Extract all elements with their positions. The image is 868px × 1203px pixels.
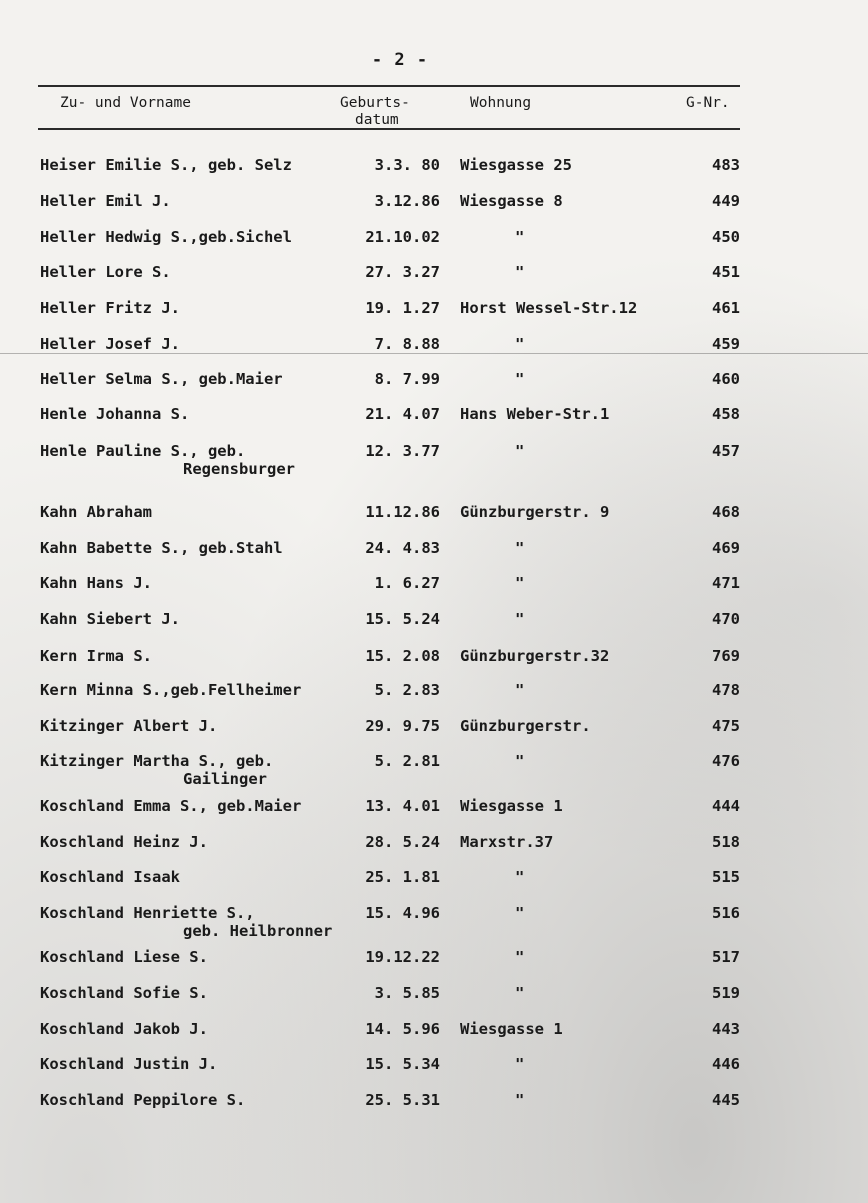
address: ": [515, 681, 525, 699]
birth-date: 14. 5.96: [365, 1020, 440, 1038]
person-name-line1: Kahn Hans J.: [40, 574, 152, 592]
address: ": [515, 574, 525, 592]
person-name: [40, 1091, 245, 1109]
g-number: 461: [712, 299, 740, 317]
birth-date: 8. 7.99: [374, 370, 440, 388]
address: Marxstr.37: [460, 833, 554, 851]
g-number: 769: [712, 647, 740, 665]
person-name: [40, 370, 283, 388]
person-name: [40, 539, 283, 557]
person-name-line1: Heller Selma S., geb.Maier: [40, 370, 283, 388]
birth-date: 3. 5.85: [374, 984, 440, 1002]
address: ": [515, 1055, 525, 1073]
g-number: 444: [712, 797, 740, 815]
person-name-line1: Koschland Isaak: [40, 868, 180, 886]
person-name-line1: Heller Josef J.: [40, 335, 180, 353]
header-rule: [38, 128, 740, 130]
person-name: [40, 868, 180, 886]
birth-date: 15. 5.34: [365, 1055, 440, 1073]
person-name: [40, 610, 180, 628]
birth-date: 5. 2.81: [374, 752, 440, 770]
address: Wiesgasse 25: [460, 156, 572, 174]
person-name: [40, 647, 152, 665]
address: ": [515, 370, 525, 388]
address: ": [515, 228, 525, 246]
g-number: 516: [712, 904, 740, 922]
birth-date: 7. 8.88: [374, 335, 440, 353]
g-number: 515: [712, 868, 740, 886]
person-name-line1: Henle Pauline S., geb.: [40, 442, 246, 460]
g-number: 451: [712, 263, 740, 281]
person-name-line2: Gailinger: [183, 770, 267, 788]
person-name: [40, 904, 332, 940]
address: ": [515, 868, 525, 886]
person-name-line1: Koschland Liese S.: [40, 948, 208, 966]
g-number: 517: [712, 948, 740, 966]
birth-date: 29. 9.75: [365, 717, 440, 735]
person-name-line1: Koschland Henriette S.,: [40, 904, 255, 922]
person-name: [40, 948, 208, 966]
address: ": [515, 442, 525, 460]
address: Günzburgerstr.32: [460, 647, 610, 665]
person-name: [40, 681, 301, 699]
g-number: 457: [712, 442, 740, 460]
person-name: [40, 752, 273, 788]
person-name: [40, 833, 208, 851]
address: ": [515, 904, 525, 922]
address: ": [515, 263, 525, 281]
person-name-line2: geb. Heilbronner: [183, 922, 333, 940]
top-rule: [38, 85, 740, 87]
g-number: 469: [712, 539, 740, 557]
birth-date: 27. 3.27: [365, 263, 440, 281]
g-number: 459: [712, 335, 740, 353]
birth-date: 15. 5.24: [365, 610, 440, 628]
birth-date: 5. 2.83: [374, 681, 440, 699]
birth-date: 3.12.86: [374, 192, 440, 210]
person-name-line2: Regensburger: [183, 460, 295, 478]
person-name-line1: Heller Hedwig S.,geb.Sichel: [40, 228, 292, 246]
birth-date: 25. 1.81: [365, 868, 440, 886]
person-name-line1: Kitzinger Albert J.: [40, 717, 218, 735]
person-name: [40, 1020, 208, 1038]
person-name-line1: Koschland Heinz J.: [40, 833, 208, 851]
birth-date: 19. 1.27: [365, 299, 440, 317]
g-number: 460: [712, 370, 740, 388]
person-name: [40, 797, 301, 815]
address: ": [515, 335, 525, 353]
address: ": [515, 948, 525, 966]
birth-date: 25. 5.31: [365, 1091, 440, 1109]
address: Wiesgasse 8: [460, 192, 563, 210]
person-name: [40, 717, 217, 735]
address: Hans Weber-Str.1: [460, 405, 610, 423]
header-birth-line1: Geburts-: [340, 95, 410, 111]
person-name-line1: Koschland Emma S., geb.Maier: [40, 797, 302, 815]
person-name-line1: Koschland Peppilore S.: [40, 1091, 246, 1109]
g-number: 449: [712, 192, 740, 210]
address: ": [515, 752, 525, 770]
g-number: 471: [712, 574, 740, 592]
person-name-line1: Heller Lore S.: [40, 263, 171, 281]
person-name: [40, 574, 152, 592]
person-name-line1: Koschland Justin J.: [40, 1055, 218, 1073]
person-name-line1: Koschland Jakob J.: [40, 1020, 208, 1038]
g-number: 518: [712, 833, 740, 851]
person-name: [40, 192, 171, 210]
g-number: 450: [712, 228, 740, 246]
person-name: [40, 156, 292, 174]
g-number: 478: [712, 681, 740, 699]
birth-date: 21.10.02: [365, 228, 440, 246]
person-name-line1: Heller Fritz J.: [40, 299, 180, 317]
birth-date: 1. 6.27: [374, 574, 440, 592]
person-name-line1: Kern Irma S.: [40, 647, 152, 665]
birth-date: 15. 4.96: [365, 904, 440, 922]
birth-date: 21. 4.07: [365, 405, 440, 423]
person-name: [40, 335, 180, 353]
person-name: [40, 299, 180, 317]
person-name: [40, 503, 152, 521]
address: ": [515, 539, 525, 557]
person-name-line1: Koschland Sofie S.: [40, 984, 208, 1002]
birth-date: 3.3. 80: [374, 156, 440, 174]
address: Wiesgasse 1: [460, 1020, 563, 1038]
person-name-line1: Kitzinger Martha S., geb.: [40, 752, 274, 770]
g-number: 468: [712, 503, 740, 521]
g-number: 476: [712, 752, 740, 770]
header-gnr: G-Nr.: [686, 95, 730, 111]
birth-date: 15. 2.08: [365, 647, 440, 665]
person-name: [40, 263, 171, 281]
person-name: [40, 405, 189, 423]
address: ": [515, 610, 525, 628]
birth-date: 24. 4.83: [365, 539, 440, 557]
header-birth-line2: datum: [355, 112, 399, 128]
person-name-line1: Heller Emil J.: [40, 192, 171, 210]
person-name-line1: Kahn Babette S., geb.Stahl: [40, 539, 283, 557]
person-name-line1: Henle Johanna S.: [40, 405, 190, 423]
paper-fold-line: [0, 353, 868, 354]
person-name: [40, 984, 208, 1002]
person-name-line1: Kahn Abraham: [40, 503, 152, 521]
birth-date: 12. 3.77: [365, 442, 440, 460]
birth-date: 28. 5.24: [365, 833, 440, 851]
person-name: [40, 442, 295, 478]
g-number: 475: [712, 717, 740, 735]
address: Horst Wessel-Str.12: [460, 299, 638, 317]
birth-date: 13. 4.01: [365, 797, 440, 815]
address: Günzburgerstr.: [460, 717, 591, 735]
page-number: - 2 -: [371, 50, 429, 70]
g-number: 483: [712, 156, 740, 174]
g-number: 470: [712, 610, 740, 628]
address: ": [515, 1091, 525, 1109]
person-name: [40, 228, 292, 246]
g-number: 443: [712, 1020, 740, 1038]
birth-date: 19.12.22: [365, 948, 440, 966]
address: Wiesgasse 1: [460, 797, 563, 815]
birth-date: 11.12.86: [365, 503, 440, 521]
g-number: 446: [712, 1055, 740, 1073]
address: ": [515, 984, 525, 1002]
person-name-line1: Kahn Siebert J.: [40, 610, 180, 628]
person-name: [40, 1055, 217, 1073]
header-name: Zu- und Vorname: [60, 95, 191, 111]
g-number: 519: [712, 984, 740, 1002]
g-number: 445: [712, 1091, 740, 1109]
address: Günzburgerstr. 9: [460, 503, 610, 521]
g-number: 458: [712, 405, 740, 423]
person-name-line1: Heiser Emilie S., geb. Selz: [40, 156, 292, 174]
header-address: Wohnung: [470, 95, 532, 111]
person-name-line1: Kern Minna S.,geb.Fellheimer: [40, 681, 302, 699]
